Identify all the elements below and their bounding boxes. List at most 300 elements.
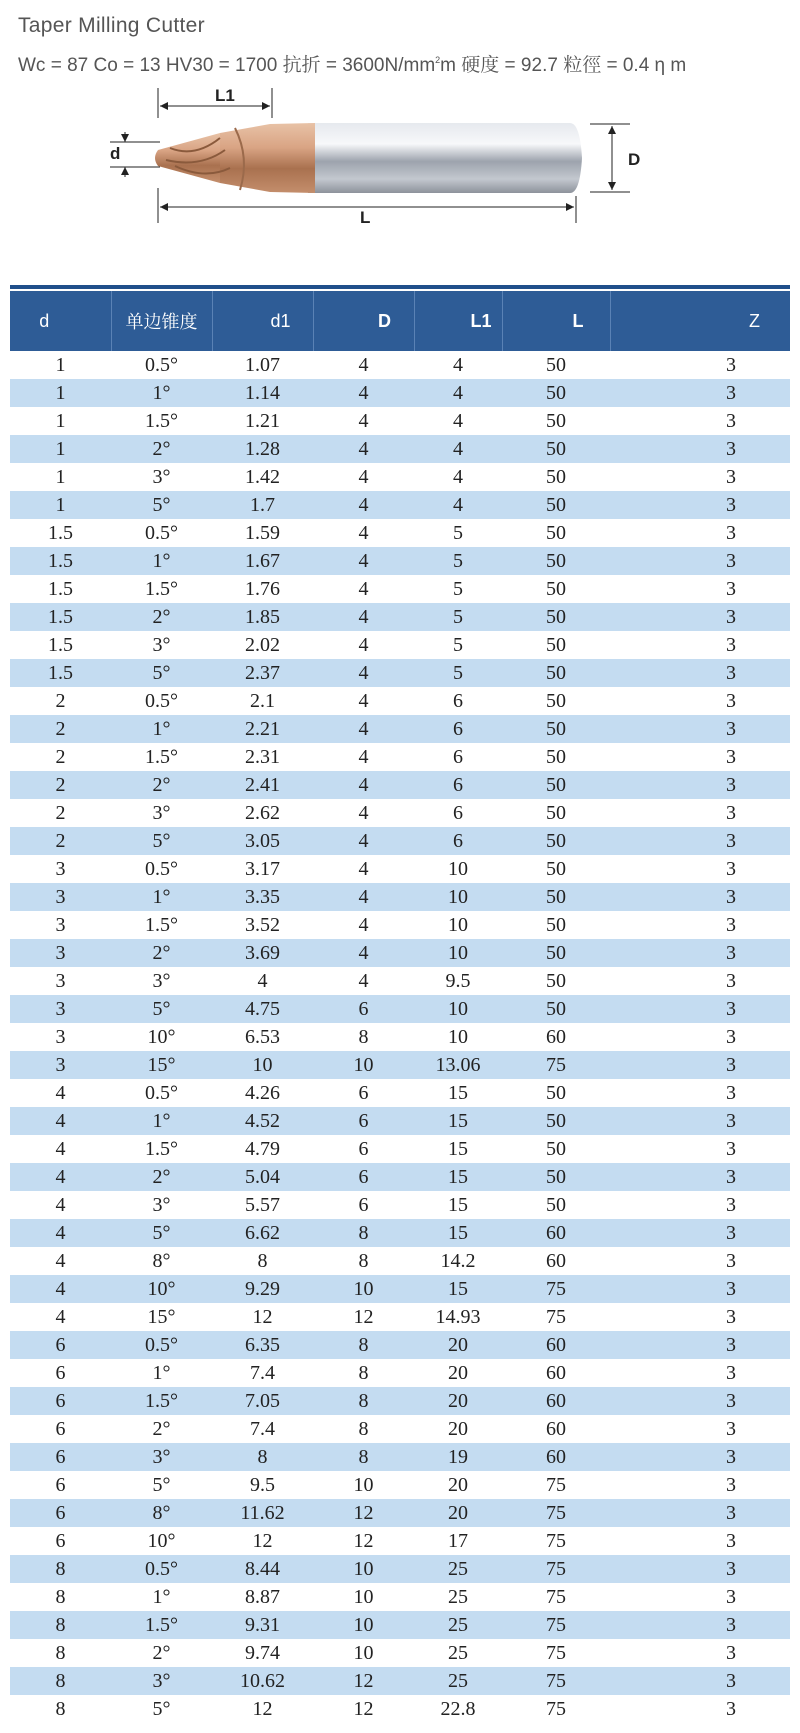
cell-d1: 12 [212,1527,313,1555]
cell-L1: 14.2 [414,1247,502,1275]
cell-taper: 0.5° [111,1331,212,1359]
cell-L: 75 [502,1639,610,1667]
cell-D: 6 [313,1135,414,1163]
cell-d1: 3.52 [212,911,313,939]
cell-L: 50 [502,575,610,603]
cell-taper: 1.5° [111,1611,212,1639]
cell-d1: 1.14 [212,379,313,407]
table-row [10,883,790,911]
cell-L: 75 [502,1583,610,1611]
cell-d1: 2.1 [212,687,313,715]
cell-d: 8 [10,1667,111,1695]
table-row [10,407,790,435]
cell-D: 6 [313,1079,414,1107]
cell-d: 6 [10,1359,111,1387]
cell-taper: 0.5° [111,687,212,715]
cell-d1: 7.4 [212,1359,313,1387]
table-row [10,799,790,827]
cell-L1: 17 [414,1527,502,1555]
specs-superscript: 2 [435,55,441,65]
cell-d1: 10.62 [212,1667,313,1695]
cell-taper: 10° [111,1527,212,1555]
cell-taper: 1.5° [111,575,212,603]
coated-neck [220,123,315,193]
cell-d: 2 [10,827,111,855]
cell-D: 4 [313,351,414,379]
cell-d1: 9.74 [212,1639,313,1667]
cell-D: 4 [313,883,414,911]
cell-d1: 2.41 [212,771,313,799]
table-row [10,379,790,407]
table-row [10,1555,790,1583]
col-header-Z: Z [610,291,790,351]
cell-d1: 6.53 [212,1023,313,1051]
cell-L1: 5 [414,519,502,547]
cell-D: 8 [313,1443,414,1471]
cell-D: 6 [313,1107,414,1135]
table-row [10,827,790,855]
cell-D: 8 [313,1247,414,1275]
cell-Z: 3 [610,687,790,715]
cell-d: 4 [10,1107,111,1135]
table-row [10,491,790,519]
cell-d1: 1.7 [212,491,313,519]
cell-d: 3 [10,939,111,967]
cell-L: 60 [502,1415,610,1443]
cell-Z: 3 [610,1695,790,1723]
cell-d1: 4.26 [212,1079,313,1107]
cell-taper: 3° [111,1443,212,1471]
cell-taper: 0.5° [111,855,212,883]
cell-d: 4 [10,1079,111,1107]
cell-L: 50 [502,1135,610,1163]
cell-Z: 3 [610,939,790,967]
cell-d: 6 [10,1387,111,1415]
cell-L: 50 [502,967,610,995]
table-row [10,1443,790,1471]
spec-table [10,291,790,1723]
cell-L1: 10 [414,939,502,967]
table-row [10,1051,790,1079]
cell-L1: 25 [414,1555,502,1583]
cell-d1: 6.35 [212,1331,313,1359]
cell-d: 8 [10,1695,111,1723]
table-row [10,1639,790,1667]
cell-Z: 3 [610,1023,790,1051]
cell-d: 8 [10,1639,111,1667]
cell-L: 50 [502,827,610,855]
cell-L1: 20 [414,1387,502,1415]
cell-Z: 3 [610,743,790,771]
cell-L1: 10 [414,1023,502,1051]
cell-D: 4 [313,771,414,799]
cell-D: 4 [313,967,414,995]
cell-taper: 10° [111,1023,212,1051]
cell-taper: 5° [111,1471,212,1499]
cell-Z: 3 [610,967,790,995]
table-row [10,1163,790,1191]
cell-L1: 5 [414,575,502,603]
cell-d: 4 [10,1135,111,1163]
cell-Z: 3 [610,435,790,463]
cell-Z: 3 [610,1247,790,1275]
cell-D: 4 [313,631,414,659]
table-row [10,659,790,687]
cell-d: 6 [10,1443,111,1471]
cell-D: 4 [313,603,414,631]
cell-taper: 5° [111,659,212,687]
cell-Z: 3 [610,883,790,911]
cell-d: 6 [10,1527,111,1555]
cell-L: 75 [502,1275,610,1303]
cell-taper: 5° [111,827,212,855]
cell-L1: 13.06 [414,1051,502,1079]
table-row [10,1079,790,1107]
cell-taper: 5° [111,995,212,1023]
cell-Z: 3 [610,1303,790,1331]
table-row [10,603,790,631]
cell-D: 12 [313,1499,414,1527]
col-header-d: d [10,291,111,351]
cell-d: 2 [10,687,111,715]
cell-L: 50 [502,463,610,491]
table-body [10,351,790,1723]
col-header-taper: 单边锥度 [111,291,212,351]
cell-d1: 3.35 [212,883,313,911]
cell-L: 50 [502,1107,610,1135]
cell-Z: 3 [610,995,790,1023]
cell-d: 3 [10,883,111,911]
cell-L1: 20 [414,1499,502,1527]
table-row [10,1499,790,1527]
cell-Z: 3 [610,1191,790,1219]
cell-D: 4 [313,659,414,687]
cell-Z: 3 [610,547,790,575]
cell-L: 75 [502,1051,610,1079]
cell-d: 3 [10,855,111,883]
cell-d1: 5.57 [212,1191,313,1219]
cell-L: 50 [502,491,610,519]
cell-taper: 2° [111,939,212,967]
cell-taper: 15° [111,1051,212,1079]
cell-L: 75 [502,1611,610,1639]
cell-taper: 2° [111,435,212,463]
cell-d: 3 [10,1051,111,1079]
page-title: Taper Milling Cutter [18,14,205,37]
cell-d1: 1.42 [212,463,313,491]
cell-Z: 3 [610,1079,790,1107]
cell-Z: 3 [610,603,790,631]
cell-D: 12 [313,1667,414,1695]
cell-L: 75 [502,1667,610,1695]
cell-taper: 3° [111,631,212,659]
cell-Z: 3 [610,575,790,603]
cell-d1: 4 [212,967,313,995]
cell-Z: 3 [610,1359,790,1387]
cell-Z: 3 [610,1163,790,1191]
cell-L: 60 [502,1387,610,1415]
cell-L1: 10 [414,855,502,883]
cell-d: 6 [10,1415,111,1443]
label-D: D [628,150,641,169]
table-row [10,1471,790,1499]
cell-L1: 6 [414,715,502,743]
cell-D: 10 [313,1639,414,1667]
cell-Z: 3 [610,715,790,743]
cell-L1: 4 [414,491,502,519]
cell-Z: 3 [610,1471,790,1499]
cell-taper: 1.5° [111,911,212,939]
cell-Z: 3 [610,463,790,491]
cell-L1: 10 [414,995,502,1023]
cell-L1: 9.5 [414,967,502,995]
cell-L: 50 [502,547,610,575]
table-row [10,911,790,939]
cell-Z: 3 [610,855,790,883]
cell-Z: 3 [610,771,790,799]
cell-taper: 3° [111,967,212,995]
cell-D: 4 [313,379,414,407]
cell-Z: 3 [610,491,790,519]
table-row [10,1695,790,1723]
col-header-L1: L1 [414,291,502,351]
cell-taper: 3° [111,463,212,491]
cell-L1: 15 [414,1191,502,1219]
cell-L1: 15 [414,1219,502,1247]
cell-L1: 25 [414,1583,502,1611]
cell-d: 8 [10,1583,111,1611]
cell-d: 2 [10,771,111,799]
cell-L1: 6 [414,799,502,827]
label-L: L [360,208,371,227]
table-row [10,351,790,379]
cell-Z: 3 [610,1527,790,1555]
cell-d1: 2.62 [212,799,313,827]
cell-L: 50 [502,911,610,939]
table-row [10,743,790,771]
cell-Z: 3 [610,1667,790,1695]
cell-L1: 4 [414,463,502,491]
cell-taper: 0.5° [111,1555,212,1583]
cell-Z: 3 [610,827,790,855]
cell-d1: 9.29 [212,1275,313,1303]
cell-d1: 9.5 [212,1471,313,1499]
cell-Z: 3 [610,631,790,659]
cell-d1: 7.4 [212,1415,313,1443]
cell-d1: 7.05 [212,1387,313,1415]
cell-L: 75 [502,1471,610,1499]
cell-taper: 1.5° [111,1135,212,1163]
table-row [10,435,790,463]
cell-L1: 4 [414,379,502,407]
cell-L: 60 [502,1359,610,1387]
cell-d: 8 [10,1611,111,1639]
cell-L1: 4 [414,435,502,463]
specs-tail: m 硬度 = 92.7 粒徑 = 0.4 η m [440,55,687,76]
cell-taper: 1.5° [111,1387,212,1415]
cell-D: 4 [313,407,414,435]
cell-D: 8 [313,1387,414,1415]
cell-d: 2 [10,715,111,743]
cell-L: 50 [502,1079,610,1107]
cell-d1: 3.05 [212,827,313,855]
cell-taper: 1° [111,883,212,911]
cell-d: 1.5 [10,603,111,631]
cell-D: 4 [313,715,414,743]
cell-d: 1 [10,407,111,435]
cell-L: 50 [502,995,610,1023]
cell-d: 1.5 [10,659,111,687]
cell-L1: 20 [414,1471,502,1499]
cell-taper: 3° [111,799,212,827]
cell-L: 60 [502,1023,610,1051]
cell-L1: 6 [414,687,502,715]
cell-L: 50 [502,603,610,631]
cell-d: 1.5 [10,519,111,547]
cell-L1: 15 [414,1079,502,1107]
cell-L1: 10 [414,883,502,911]
cell-D: 10 [313,1471,414,1499]
col-header-d1: d1 [212,291,313,351]
cell-D: 4 [313,435,414,463]
table-row [10,463,790,491]
cell-D: 8 [313,1023,414,1051]
cell-d: 2 [10,743,111,771]
cell-d1: 12 [212,1303,313,1331]
cell-d: 3 [10,995,111,1023]
table-row [10,1275,790,1303]
table-row [10,1583,790,1611]
cell-taper: 0.5° [111,351,212,379]
cell-d1: 8 [212,1247,313,1275]
cell-L1: 5 [414,659,502,687]
cell-L: 75 [502,1555,610,1583]
cell-L1: 20 [414,1359,502,1387]
cell-taper: 1° [111,715,212,743]
cell-taper: 2° [111,1163,212,1191]
table-row [10,1415,790,1443]
cell-D: 10 [313,1583,414,1611]
cell-D: 6 [313,1163,414,1191]
cell-taper: 5° [111,1219,212,1247]
cell-d: 3 [10,967,111,995]
cell-L1: 6 [414,771,502,799]
cell-d1: 4.79 [212,1135,313,1163]
cell-Z: 3 [610,1331,790,1359]
cell-d: 1 [10,351,111,379]
cell-taper: 1.5° [111,743,212,771]
cell-L: 50 [502,379,610,407]
cell-L: 50 [502,659,610,687]
cell-d1: 12 [212,1695,313,1723]
cell-d: 1 [10,379,111,407]
cell-D: 6 [313,1191,414,1219]
cell-L1: 20 [414,1415,502,1443]
cell-L: 50 [502,407,610,435]
cell-Z: 3 [610,1499,790,1527]
cell-d: 8 [10,1555,111,1583]
cell-Z: 3 [610,659,790,687]
cell-D: 8 [313,1331,414,1359]
cell-d: 4 [10,1163,111,1191]
table-row [10,1387,790,1415]
label-L1: L1 [215,86,235,105]
cell-D: 10 [313,1051,414,1079]
cell-taper: 8° [111,1247,212,1275]
cell-taper: 5° [111,491,212,519]
cell-L1: 25 [414,1667,502,1695]
cell-d1: 1.85 [212,603,313,631]
cell-d1: 1.59 [212,519,313,547]
cell-d: 1.5 [10,547,111,575]
cell-Z: 3 [610,1583,790,1611]
cell-L: 75 [502,1499,610,1527]
cell-taper: 5° [111,1695,212,1723]
cell-taper: 1° [111,547,212,575]
table-row [10,1023,790,1051]
cell-Z: 3 [610,1219,790,1247]
cell-L: 60 [502,1247,610,1275]
cell-L1: 22.8 [414,1695,502,1723]
cell-d1: 1.21 [212,407,313,435]
table-row [10,1191,790,1219]
cell-L: 75 [502,1303,610,1331]
cell-taper: 1.5° [111,407,212,435]
cell-Z: 3 [610,1639,790,1667]
table-row [10,771,790,799]
cell-d: 1.5 [10,575,111,603]
cell-L1: 19 [414,1443,502,1471]
cell-L: 50 [502,1191,610,1219]
cell-d: 6 [10,1331,111,1359]
cell-d: 3 [10,911,111,939]
table-row [10,631,790,659]
cell-L: 60 [502,1219,610,1247]
cell-L: 50 [502,435,610,463]
cell-D: 4 [313,519,414,547]
cell-d1: 10 [212,1051,313,1079]
cell-taper: 2° [111,771,212,799]
table-row [10,1667,790,1695]
cell-d1: 2.31 [212,743,313,771]
cell-L: 50 [502,799,610,827]
cell-d1: 1.07 [212,351,313,379]
cell-taper: 2° [111,603,212,631]
cell-d1: 8 [212,1443,313,1471]
cell-L: 50 [502,771,610,799]
cell-d1: 1.67 [212,547,313,575]
cell-L: 50 [502,351,610,379]
cell-D: 4 [313,939,414,967]
cell-Z: 3 [610,911,790,939]
cell-d1: 2.02 [212,631,313,659]
cell-d1: 8.87 [212,1583,313,1611]
cell-taper: 0.5° [111,519,212,547]
table-header-row [10,291,790,351]
cell-d1: 8.44 [212,1555,313,1583]
cell-D: 4 [313,743,414,771]
cell-Z: 3 [610,799,790,827]
cell-d: 4 [10,1247,111,1275]
cell-Z: 3 [610,1051,790,1079]
cell-d1: 3.69 [212,939,313,967]
cell-Z: 3 [610,1555,790,1583]
cell-d1: 6.62 [212,1219,313,1247]
cell-L: 50 [502,631,610,659]
cell-D: 4 [313,547,414,575]
cell-L1: 6 [414,743,502,771]
cell-Z: 3 [610,1387,790,1415]
